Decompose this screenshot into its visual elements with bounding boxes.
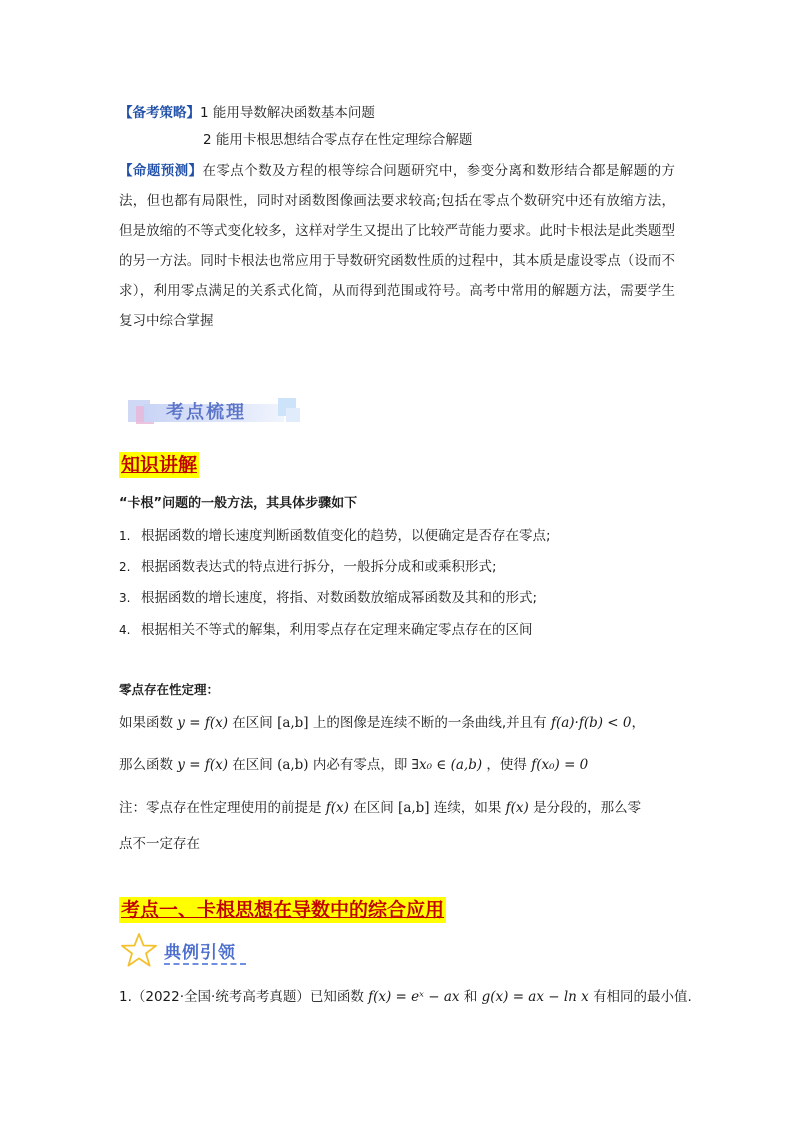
math-expression: [a,b] xyxy=(277,715,309,731)
strategy-line-1 xyxy=(119,104,375,122)
step-text: 根据函数表达式的特点进行拆分，一般拆分成和或乘积形式; xyxy=(141,559,497,575)
step-text: 根据相关不等式的解集，利用零点存在定理来确定零点存在的区间 xyxy=(141,622,533,638)
math-expression: y = f(x) xyxy=(177,715,228,731)
question-text: 1.（2022·全国·统考高考真题）已知函数 xyxy=(119,989,364,1005)
example-underline xyxy=(164,963,246,965)
note-text: 注：零点存在性定理使用的前提是 xyxy=(119,800,322,816)
step-item xyxy=(119,555,497,575)
section-banner-title: 考点梳理 xyxy=(166,402,246,423)
prediction-text: 在零点个数及方程的根等综合问题研究中，参变分离和数形结合都是解题的方法，但也都有局限性，同时对函数图像画法要求较高;包括在零点个数研究中还有放缩方法，但是放缩的不等式变化较多，这样对学生又提出了比较严苛能力要求。此时卡根法是此类题型的另一方法。同时卡根法也常应用于导数研究函数性质的过程中，其本质是虚设零点（设而不求），利用零点满足的关系式化简，从而得到范围或符号。高考中常用的解题方法，需要学生复习中综合掌握 xyxy=(119,163,676,329)
theorem-text: 如果函数 xyxy=(119,715,173,731)
theorem-text: ，使得 xyxy=(486,757,527,773)
question-1 xyxy=(119,985,692,1005)
math-expression: f(x) = eˣ − ax xyxy=(368,989,460,1005)
question-text: 和 xyxy=(463,989,478,1005)
knowledge-heading: 知识讲解 xyxy=(121,454,198,476)
topic-heading: 考点一、卡根思想在导数中的综合应用 xyxy=(121,899,445,921)
theorem-title: 零点存在性定理： xyxy=(119,682,220,697)
banner-decor-square xyxy=(286,408,300,422)
step-number: 3. xyxy=(119,591,131,605)
math-expression: (a,b) xyxy=(277,757,309,773)
strategy-label: 【备考策略】 xyxy=(119,105,200,121)
theorem-line-1 xyxy=(119,714,645,732)
theorem-text: 那么函数 xyxy=(119,757,173,773)
note-text: 在区间 xyxy=(353,800,394,816)
theorem-text: 在区间 xyxy=(232,715,273,731)
step-item xyxy=(119,586,537,606)
math-expression: [a,b] xyxy=(398,800,430,816)
math-expression: ∃x₀ ∈ (a,b) xyxy=(411,757,483,773)
strategy-item-1: 1 能用导数解决函数基本问题 xyxy=(200,105,375,121)
step-item xyxy=(119,618,533,638)
step-text: 根据函数的增长速度判断函数值变化的趋势，以便确定是否存在零点; xyxy=(141,528,551,544)
example-heading xyxy=(120,932,260,968)
math-expression: f(x₀) = 0 xyxy=(531,757,589,773)
strategy-item-2: 2 能用卡根思想结合零点存在性定理综合解题 xyxy=(203,132,473,148)
math-expression: f(a)·f(b) < 0 xyxy=(550,715,632,731)
math-expression: f(x) xyxy=(325,800,349,816)
theorem-note xyxy=(119,799,641,817)
note-text: 是分段的，那么零 xyxy=(533,800,642,816)
step-number: 4. xyxy=(119,623,131,637)
step-number: 2. xyxy=(119,560,131,574)
math-expression: y = f(x) xyxy=(177,757,228,773)
star-icon xyxy=(120,932,158,968)
theorem-text: ， xyxy=(631,715,645,731)
step-text: 根据函数的增长速度，将指、对数函数放缩成幂函数及其和的形式; xyxy=(141,590,538,606)
question-text: 有相同的最小值. xyxy=(593,989,692,1005)
math-expression: g(x) = ax − ln x xyxy=(481,989,589,1005)
theorem-text: 上的图像是连续不断的一条曲线,并且有 xyxy=(312,715,547,731)
step-number: 1. xyxy=(119,529,131,543)
example-label: 典例引领 xyxy=(164,943,236,963)
theorem-text: 在区间 xyxy=(232,757,273,773)
section-banner xyxy=(128,398,308,426)
math-expression: f(x) xyxy=(505,800,529,816)
theorem-text: 内必有零点，即 xyxy=(312,757,408,773)
note-text: 连续，如果 xyxy=(433,800,502,816)
prediction-paragraph xyxy=(119,156,675,336)
theorem-note-cont: 点不一定存在 xyxy=(119,836,200,852)
prediction-label: 【命题预测】 xyxy=(119,163,203,179)
theorem-line-2 xyxy=(119,756,588,774)
step-item xyxy=(119,524,551,544)
method-heading: “卡根”问题的一般方法，其具体步骤如下 xyxy=(119,496,358,511)
